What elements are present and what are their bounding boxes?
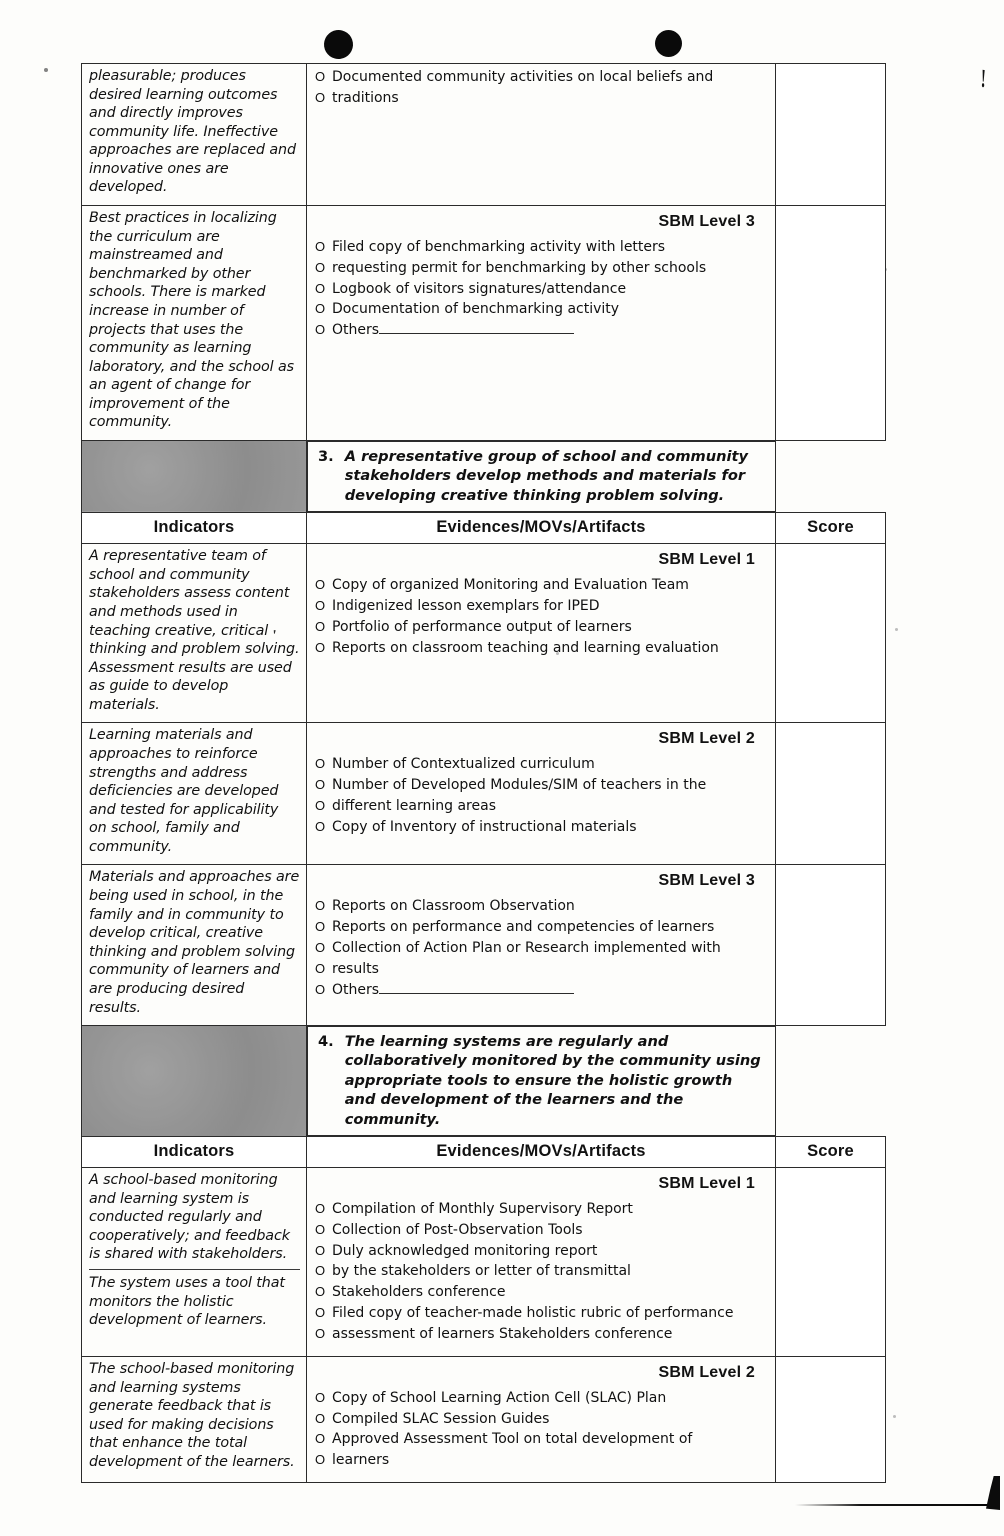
indicator-cell	[82, 723, 307, 865]
score-cell[interactable]	[776, 1168, 886, 1357]
column-header-score: Score	[776, 513, 886, 544]
mov-item-text: Copy of organized Monitoring and Evaluation Team	[332, 576, 689, 593]
indicator-text: Learning materials and approaches to reinforce strengths and address deficiencies are developed and tested for applicability on school, family and community.	[89, 727, 279, 855]
criteria-row	[82, 1356, 886, 1482]
mov-item	[315, 639, 767, 659]
section-heading-cell	[307, 1026, 776, 1136]
mov-item	[315, 597, 767, 617]
scan-speck-artifact	[44, 68, 48, 72]
section-heading-text: A representative group of school and community stakeholders develop methods and materials for developing creative thinking problem solving.	[344, 447, 749, 504]
column-header-row	[82, 513, 886, 544]
mov-item	[315, 576, 767, 596]
sbm-level-label: SBM Level 1	[658, 1175, 755, 1193]
mov-item	[315, 818, 767, 838]
mov-item-text: Duly acknowledged monitoring report	[332, 1242, 598, 1259]
indicator-text-secondary: The system uses a tool that monitors the holistic development of learners.	[89, 1269, 300, 1330]
mov-item	[315, 321, 767, 341]
mov-item-text: Approved Assessment Tool on total development of	[332, 1431, 693, 1448]
shaded-artifact-cell	[82, 440, 307, 512]
mov-item	[315, 1221, 767, 1241]
mov-item	[315, 618, 767, 638]
mov-item-text: Logbook of visitors signatures/attendance	[332, 280, 627, 297]
mov-item	[315, 1410, 767, 1430]
mov-item	[315, 300, 767, 320]
indicator-text: The school-based monitoring and learning systems generate feedback that is used for making decisions that enhance the total development of the learners.	[89, 1360, 295, 1470]
mov-item	[315, 981, 767, 1001]
table-body	[82, 64, 886, 1483]
criteria-row	[82, 64, 886, 206]
mov-item-text: Portfolio of performance output of learners	[332, 618, 632, 635]
sbm-level-label: SBM Level 3	[658, 213, 755, 231]
score-cell[interactable]	[776, 544, 886, 723]
mov-list	[315, 238, 767, 341]
mov-item-text: by the stakeholders or letter of transmittal	[332, 1263, 631, 1280]
mov-item-text: Number of Developed Modules/SIM of teachers in the	[332, 777, 707, 793]
mov-item	[315, 939, 767, 959]
mov-item	[315, 1389, 767, 1409]
sbm-level-label: SBM Level 2	[658, 1363, 755, 1381]
mov-item	[315, 1304, 767, 1324]
sbm-level-label: SBM Level 1	[658, 551, 755, 569]
mov-item-text: Collection of Action Plan or Research implemented with	[332, 939, 721, 956]
mov-item-text: assessment of learners Stakeholders conference	[332, 1326, 673, 1343]
column-header-indicators: Indicators	[82, 1137, 307, 1168]
mov-item	[315, 755, 767, 775]
column-header-evidences: Evidences/MOVs/Artifacts	[307, 513, 776, 544]
mov-item-text: Filed copy of benchmarking activity with letters	[332, 238, 666, 255]
evidences-cell	[307, 865, 776, 1026]
sbm-level-label: SBM Level 3	[658, 872, 755, 890]
mov-item	[315, 89, 767, 109]
sbm-level-label: SBM Level 2	[658, 730, 755, 748]
mov-blank-line[interactable]	[379, 983, 574, 994]
mov-item	[315, 1325, 767, 1345]
sbm-assessment-table	[81, 63, 886, 1483]
evidences-cell	[307, 1356, 776, 1482]
score-cell[interactable]	[776, 865, 886, 1026]
column-header-indicators: Indicators	[82, 513, 307, 544]
mov-item	[315, 776, 767, 796]
criteria-row	[82, 544, 886, 723]
mov-list	[315, 897, 767, 1000]
mov-item-text: results	[332, 960, 379, 977]
score-cell[interactable]	[776, 723, 886, 865]
indicator-text: Best practices in localizing the curriculum are mainstreamed and benchmarked by other schools. There is marked increase in number of projects that uses the community as learning laboratory, and the school as an agent of change for improvement of the community.	[89, 210, 295, 431]
mov-list	[315, 1389, 767, 1472]
criteria-row	[82, 206, 886, 441]
mov-item	[315, 1430, 767, 1450]
criteria-row	[82, 723, 886, 865]
scan-dot-artifact	[895, 628, 898, 631]
mov-item	[315, 1451, 767, 1471]
mov-item-text: traditions	[332, 89, 399, 106]
mov-item-text: Collection of Post-Observation Tools	[332, 1221, 583, 1238]
mov-item-text: Reports on classroom teaching and learning evaluation	[332, 639, 719, 656]
scan-edge-streak-artifact	[795, 1486, 1000, 1514]
shaded-artifact-cell	[82, 1026, 307, 1137]
section-number: 4.	[318, 1033, 334, 1051]
mov-item	[315, 238, 767, 258]
mov-item	[315, 1262, 767, 1282]
indicator-cell	[82, 64, 307, 206]
mov-list	[315, 576, 767, 659]
mov-item	[315, 1283, 767, 1303]
mov-item	[315, 918, 767, 938]
margin-stray-mark: !	[980, 63, 987, 94]
mov-item-text: Number of Contextualized curriculum	[332, 756, 595, 773]
mov-item-text: learners	[332, 1452, 390, 1469]
mov-item	[315, 797, 767, 817]
mov-item-text: Copy of School Learning Action Cell (SLAC) Plan	[332, 1389, 667, 1406]
indicator-cell	[82, 1356, 307, 1482]
mov-item	[315, 280, 767, 300]
mov-list	[315, 755, 767, 838]
ink-blob-artifact-right	[655, 30, 682, 57]
mov-item-text: Filed copy of teacher-made holistic rubric of performance	[332, 1305, 734, 1322]
mov-item	[315, 68, 767, 88]
mov-item-text: Others	[332, 322, 380, 339]
criteria-row	[82, 1168, 886, 1357]
indicator-text: A representative team of school and community stakeholders assess content and methods used in teaching creative, critical thinking and problem solving. Assessment results are used as guide to develop materials.	[89, 548, 300, 713]
mov-list	[315, 1200, 767, 1345]
mov-item-text: Copy of Inventory of instructional materials	[332, 818, 637, 835]
score-cell[interactable]	[776, 1356, 886, 1482]
mov-item-text: different learning areas	[332, 797, 496, 814]
mov-item-text: Indigenized lesson exemplars for IPED	[332, 597, 600, 614]
indicator-cell	[82, 206, 307, 441]
score-cell[interactable]	[776, 206, 886, 441]
sbm-assessment-table-wrapper	[81, 63, 885, 1483]
mov-item-text: Stakeholders conference	[332, 1284, 506, 1301]
mov-item-text: requesting permit for benchmarking by other schools	[332, 259, 707, 276]
evidences-cell	[307, 544, 776, 723]
indicator-text: Materials and approaches are being used in school, in the family and in community to develop critical, creative thinking and problem solving community of learners and are producing desired results.	[89, 869, 300, 1016]
mov-item-text: Documented community activities on local beliefs and	[332, 69, 714, 85]
mov-item	[315, 897, 767, 917]
mov-item-text: Reports on performance and competencies of learners	[332, 919, 715, 936]
indicator-cell	[82, 544, 307, 723]
indicator-text: pleasurable; produces desired learning outcomes and directly improves community life. Ineffective approaches are replaced and innovative ones are developed.	[89, 68, 296, 196]
scan-dot-artifact	[893, 1415, 896, 1418]
criteria-row	[82, 865, 886, 1026]
mov-item-text: Documentation of benchmarking activity	[332, 301, 620, 318]
mov-item	[315, 1200, 767, 1220]
mov-item-text: Others	[332, 981, 380, 998]
indicator-cell	[82, 865, 307, 1026]
mov-item-text: Compilation of Monthly Supervisory Report	[332, 1200, 633, 1217]
mov-item	[315, 259, 767, 279]
evidences-cell	[307, 723, 776, 865]
indicator-cell	[82, 1168, 307, 1357]
evidences-cell	[307, 64, 776, 206]
section-heading-row	[82, 1026, 886, 1137]
mov-blank-line[interactable]	[379, 323, 574, 334]
indicator-text: A school-based monitoring and learning system is conducted regularly and cooperatively; and feedback is shared with stakeholders.	[89, 1172, 290, 1263]
mov-list	[315, 68, 767, 109]
column-header-row	[82, 1137, 886, 1168]
stray-apostrophe-artifact: '	[271, 627, 278, 645]
score-cell[interactable]	[776, 64, 886, 206]
evidences-cell	[307, 206, 776, 441]
mov-item-text: Reports on Classroom Observation	[332, 898, 575, 915]
column-header-score: Score	[776, 1137, 886, 1168]
section-heading-text: The learning systems are regularly and collaboratively monitored by the community using appropriate tools to ensure the holistic growth and development of the learners and the community.	[344, 1033, 761, 1128]
section-number: 3.	[318, 447, 334, 465]
section-heading-cell	[307, 441, 776, 512]
evidences-cell	[307, 1168, 776, 1357]
mov-item	[315, 960, 767, 980]
ink-blob-artifact-left	[322, 28, 355, 61]
section-heading-row	[82, 440, 886, 512]
mov-item-text: Compiled SLAC Session Guides	[332, 1410, 550, 1427]
mov-item	[315, 1242, 767, 1262]
column-header-evidences: Evidences/MOVs/Artifacts	[307, 1137, 776, 1168]
